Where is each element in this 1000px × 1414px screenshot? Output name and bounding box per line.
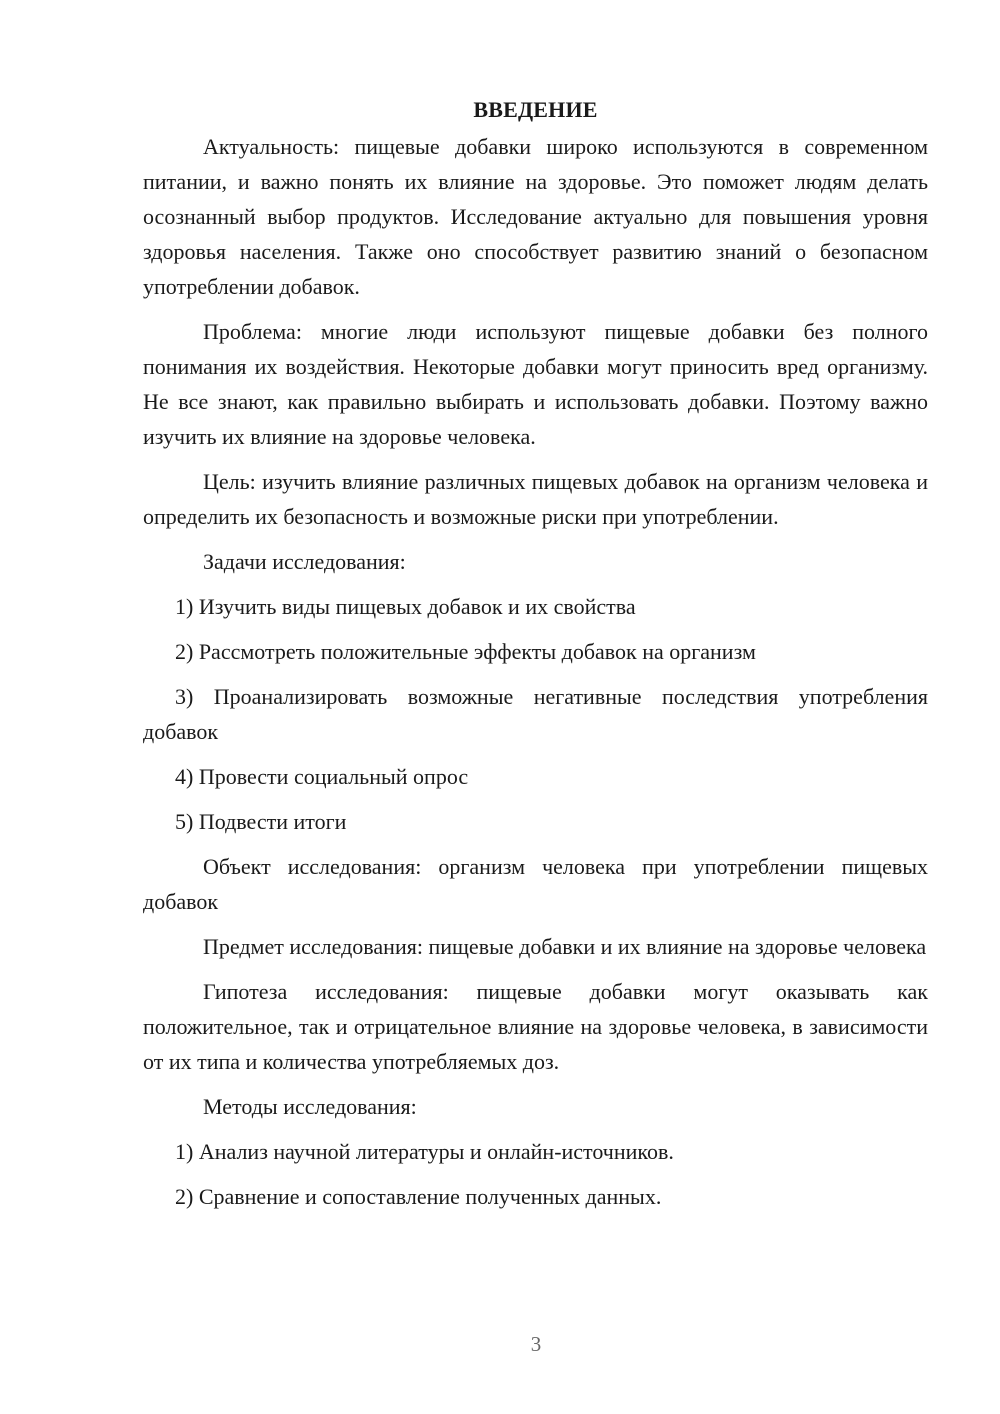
task-item: 5) Подвести итоги [175, 809, 347, 834]
methods-heading: Методы исследования: [203, 1094, 417, 1119]
goal-paragraph: Цель: изучить влияние различных пищевых добавок на организм человека и определить их безопасность и возможные риски при употреблении. [143, 469, 928, 529]
problem-paragraph: Проблема: многие люди используют пищевые добавки без полного понимания их воздействия. Некоторые добавки могут приносить вред организму. Не все знают, как правильно выбирать и использовать добавки. Поэтому важно изучить их влияние на здоровье человека. [143, 319, 928, 449]
method-item: 1) Анализ научной литературы и онлайн-источников. [175, 1139, 674, 1164]
page-number: 3 [530, 1332, 542, 1356]
document-page [143, 92, 928, 1224]
task-item: 2) Рассмотреть положительные эффекты добавок на организм [175, 639, 756, 664]
tasks-heading: Задачи исследования: [203, 549, 406, 574]
relevance-paragraph: Актуальность: пищевые добавки широко используются в современном питании, и важно понять их влияние на здоровье. Это поможет людям делать осознанный выбор продуктов. Исследование актуально для повышения уровня здоровья населения. Также оно способствует развитию знаний о безопасном употреблении добавок. [143, 134, 928, 299]
hypothesis-paragraph: Гипотеза исследования: пищевые добавки могут оказывать как положительное, так и отрицательное влияние на здоровье человека, в зависимости от их типа и количества употребляемых доз. [143, 979, 928, 1074]
task-item: 4) Провести социальный опрос [175, 764, 469, 789]
object-paragraph: Объект исследования: организм человека при употреблении пищевых добавок [143, 854, 928, 914]
subject-paragraph: Предмет исследования: пищевые добавки и их влияние на здоровье человека [203, 934, 927, 959]
task-item: 1) Изучить виды пищевых добавок и их свойства [175, 594, 636, 619]
method-item: 2) Сравнение и сопоставление полученных данных. [175, 1184, 662, 1209]
section-title: ВВЕДЕНИЕ [473, 97, 598, 122]
task-item: 3) Проанализировать возможные негативные последствия употребления добавок [143, 684, 928, 744]
